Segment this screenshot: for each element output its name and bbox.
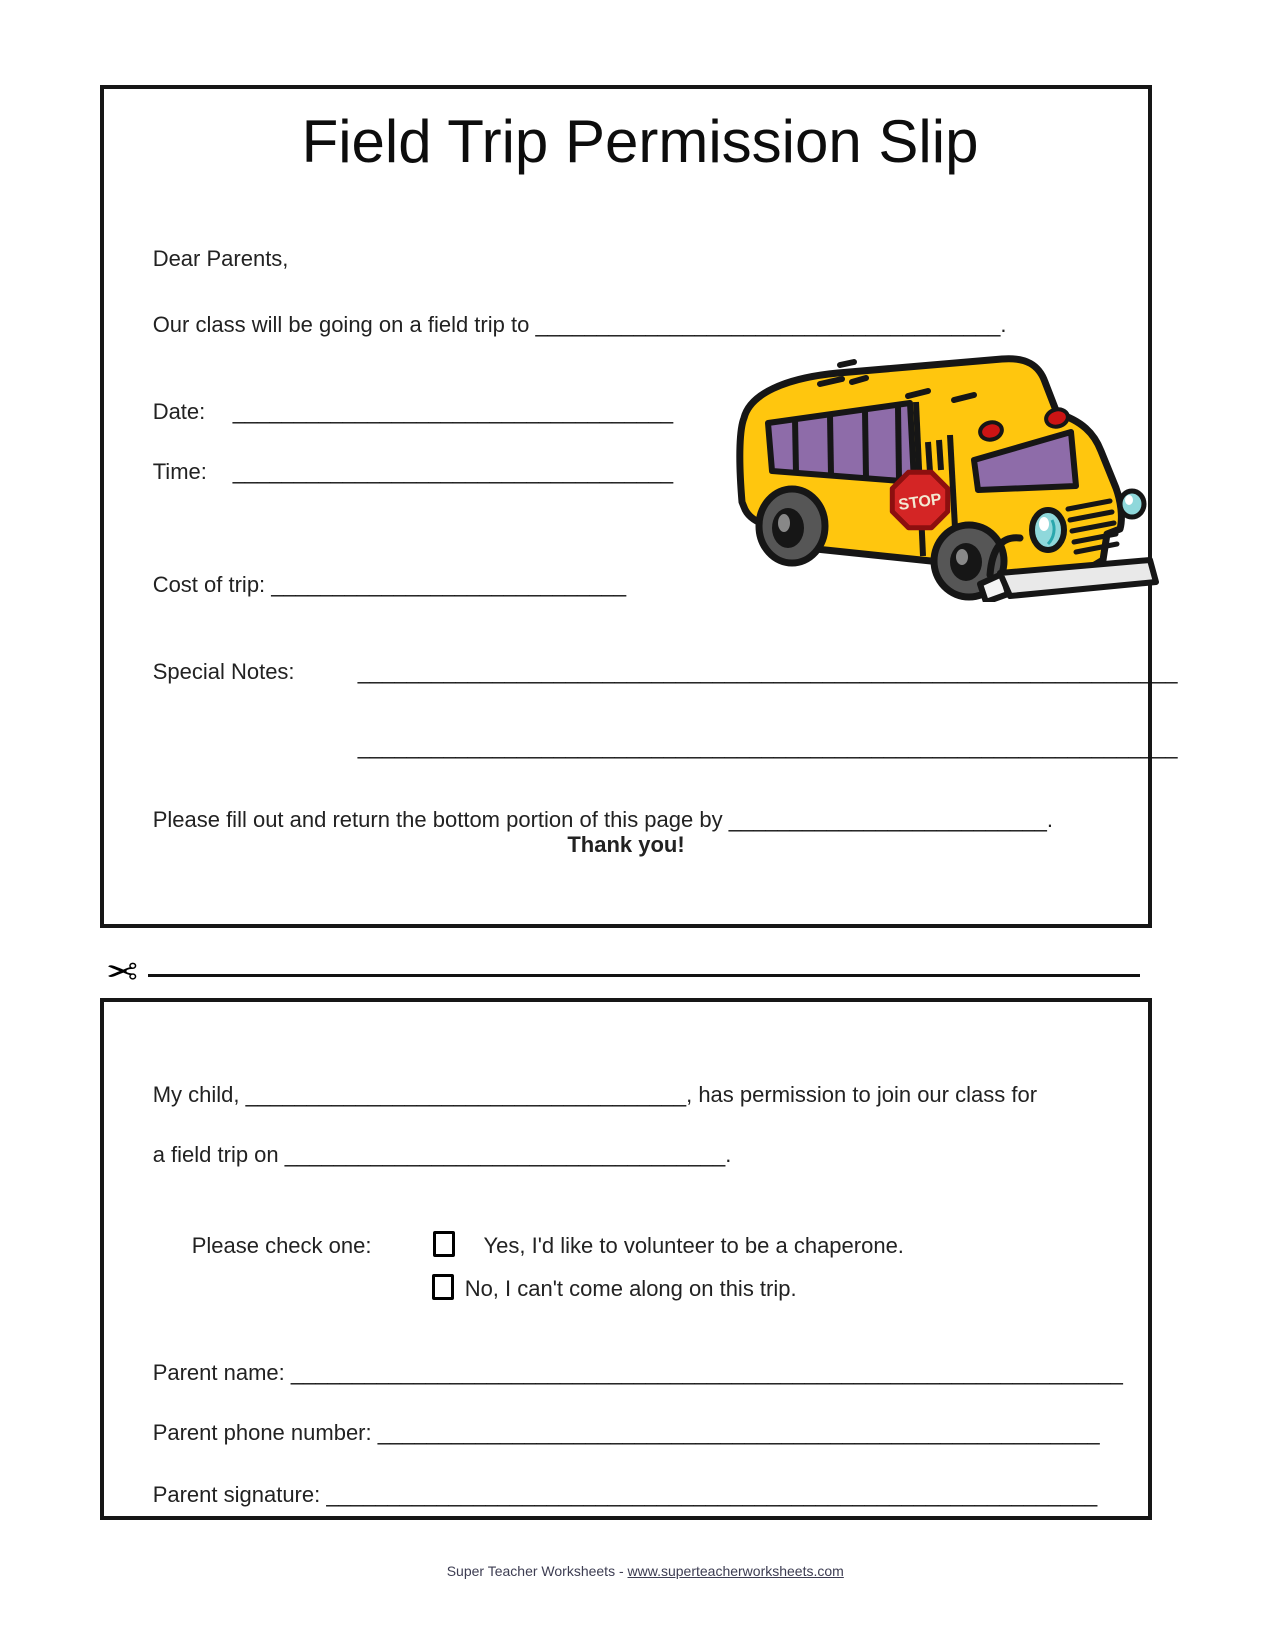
date-label: Date: (152, 399, 206, 424)
cost-label: Cost of trip: (152, 572, 272, 597)
destination-blank: ______________________________________ (535, 312, 1001, 337)
child-line-suffix: , has permission to join our class for (686, 1082, 1038, 1107)
child-name-blank: ____________________________________ (245, 1082, 687, 1107)
parent-name-blank: ____________________________________________________________________ (290, 1360, 1123, 1385)
trip-on-prefix: a field trip on (152, 1142, 285, 1167)
parent-phone-label: Parent phone number: (152, 1420, 378, 1445)
footer-text: Super Teacher Worksheets - (446, 1563, 628, 1579)
return-by-blank: __________________________ (728, 807, 1047, 832)
cut-rule-line (148, 974, 1140, 977)
parent-signature-blank: _______________________________________________________________ (326, 1482, 1098, 1507)
check-option-no-row (395, 1246, 797, 1331)
rear-wheel (759, 489, 825, 563)
cost-blank: _____________________________ (271, 572, 627, 597)
greeting-text: Dear Parents, (152, 246, 289, 271)
special-notes-label: Special Notes: (152, 659, 295, 684)
no-option-label: No, I can't come along on this trip. (464, 1276, 797, 1301)
no-checkbox (432, 1274, 454, 1300)
stop-sign (892, 472, 947, 527)
school-bus-icon (680, 332, 1160, 602)
trip-date-line (116, 1113, 731, 1197)
scissors-icon: ✂ (106, 950, 138, 994)
yes-option-label: Yes, I'd like to volunteer to be a chaperone. (483, 1233, 904, 1258)
page-title: Field Trip Permission Slip (301, 108, 979, 175)
destination-label: Our class will be going on a field trip to (152, 312, 536, 337)
check-prompt: Please check one: (191, 1233, 372, 1258)
cost-line (116, 543, 626, 627)
special-notes-blank-2: ___________________________________________________________________ (357, 734, 1178, 759)
trip-on-period: . (725, 1142, 732, 1167)
special-notes-line-1 (116, 630, 1177, 714)
teacher-info-section (100, 85, 1178, 928)
date-blank: ____________________________________ (232, 399, 674, 424)
parent-signature-line (116, 1453, 1097, 1537)
trip-date-blank: ____________________________________ (284, 1142, 726, 1167)
parent-return-slip-section (100, 998, 1152, 1520)
footer-website-link[interactable]: www.superteacherworksheets.com (627, 1563, 844, 1579)
footer-credit (0, 1547, 1275, 1595)
child-line-prefix: My child, (152, 1082, 246, 1107)
thank-you-text: Thank you! (567, 832, 685, 857)
time-blank: ____________________________________ (232, 459, 674, 484)
school-bus-clipart (680, 332, 1160, 602)
special-notes-line-2 (321, 705, 1177, 789)
time-line (116, 430, 673, 514)
parent-signature-label: Parent signature: (152, 1482, 327, 1507)
special-notes-blank-1: ___________________________________________________________________ (357, 659, 1178, 684)
destination-period: . (1000, 312, 1007, 337)
parent-phone-blank: ___________________________________________________________ (377, 1420, 1100, 1445)
stop-sign-text: STOP (897, 491, 943, 514)
time-label: Time: (152, 459, 207, 484)
return-by-label: Please fill out and return the bottom portion of this page by (152, 807, 729, 832)
return-by-period: . (1046, 807, 1053, 832)
parent-name-label: Parent name: (152, 1360, 291, 1385)
